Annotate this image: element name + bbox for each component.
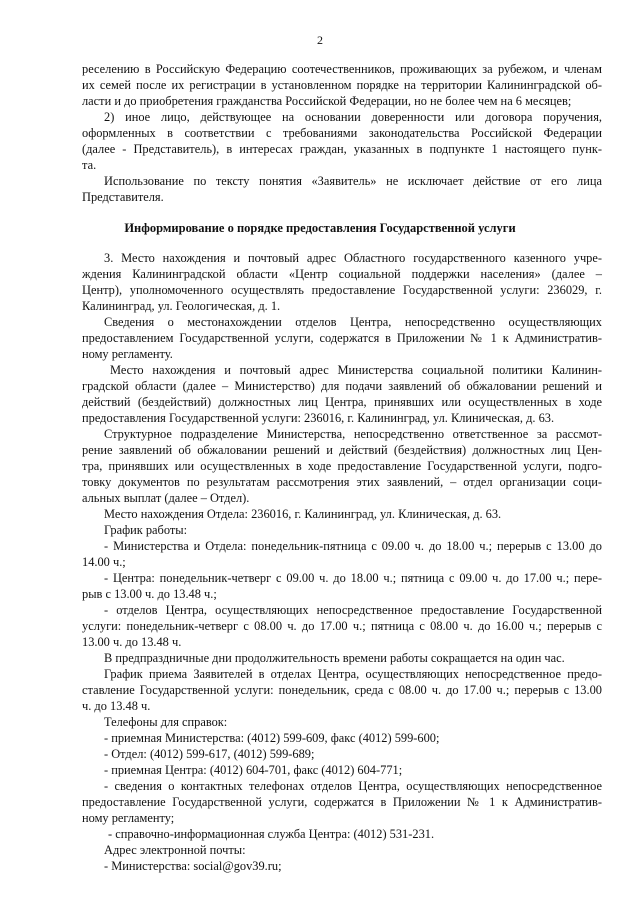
text-line: Использование по тексту понятия «Заявитель» не исключает действие от его лица — [104, 174, 602, 188]
text-line: - справочно-информационная служба Центра: (4012) 531-231. — [108, 827, 435, 841]
text-line: Представителя. — [82, 190, 164, 204]
text-line: - Отдел: (4012) 599-617, (4012) 599-689; — [104, 747, 315, 761]
text-line: ставление Государственной услуги: понедельник, среда с 08.00 ч. до 17.00 ч.; перерыв с 13.00 — [82, 683, 602, 697]
text-line: (далее - Представитель), в интересах граждан, указанных в подпункте 1 настоящего пунк- — [82, 142, 602, 156]
text-line: тра, принявших или осуществленных в ходе предоставление Государственной услуги, подго- — [82, 459, 602, 473]
text-line: оформленных в соответствии с требованиями законодательства Российской Федерации — [82, 126, 602, 140]
text-line: предоставлением Государственной услуги, содержатся в Приложении № 1 к Административ- — [82, 331, 602, 345]
text-line: - приемная Министерства: (4012) 599-609, факс (4012) 599-600; — [104, 731, 440, 745]
text-line: 14.00 ч.; — [82, 555, 126, 569]
text-line: Сведения о местонахождении отделов Центра, непосредственно осуществляющих — [104, 315, 602, 329]
text-line: Телефоны для справок: — [104, 715, 228, 729]
text-line: График приема Заявителей в отделах Центра, осуществляющих непосредственное предо- — [104, 667, 602, 681]
text-line: Структурное подразделение Министерства, непосредственно ответственное за рассмот- — [104, 427, 602, 441]
text-line: Калининград, ул. Геологическая, д. 1. — [82, 299, 281, 313]
text-line: Адрес электронной почты: — [104, 843, 246, 857]
text-line: 13.00 ч. до 13.48 ч. — [82, 635, 182, 649]
text-line: услуги: понедельник-четверг с 08.00 ч. до 17.00 ч.; пятница с 08.00 ч. до 16.00 ч.; перерыв с — [82, 619, 602, 633]
text-line: 2) иное лицо, действующее на основании доверенности или договора поручения, — [104, 110, 602, 124]
text-line: реселению в Российскую Федерацию соотечественников, проживающих за рубежом, и членам — [82, 62, 602, 76]
text-line: предоставления Государственной услуги: 236016, г. Калининград, ул. Клиническая, д. 63. — [82, 411, 555, 425]
text-line: градской области (далее – Министерство) для подачи заявлений об обжаловании решений и — [82, 379, 602, 393]
text-line: - приемная Центра: (4012) 604-701, факс (4012) 604-771; — [104, 763, 403, 777]
text-line: - Центра: понедельник-четверг с 09.00 ч. до 18.00 ч.; пятница с 09.00 ч. до 17.00 ч.; пере- — [104, 571, 602, 585]
text-line: предоставление Государственной услуги, содержатся в Приложении № 1 к Административ- — [82, 795, 602, 809]
text-line: та. — [82, 158, 97, 172]
text-line: Центр), уполномоченного осуществлять предоставление Государственной услуги: 236029, г. — [82, 283, 602, 297]
page-number: 2 — [317, 33, 323, 47]
text-line: ч. до 13.48 ч. — [82, 699, 151, 713]
text-line: альных выплат (далее – Отдел). — [82, 491, 250, 505]
text-line: товку документов по результатам рассмотрения этих заявлений, – отдел организации соци- — [82, 475, 602, 489]
text-line: 3. Место нахождения и почтовый адрес Областного государственного казенного учре- — [104, 251, 602, 265]
text-line: - отделов Центра, осуществляющих непосредственное предоставление Государственной — [104, 603, 602, 617]
text-line: В предпраздничные дни продолжительность времени работы сокращается на один час. — [104, 651, 565, 665]
text-line: ному регламенту. — [82, 347, 173, 361]
text-line: Место нахождения и почтовый адрес Министерства социальной политики Калинин- — [110, 363, 602, 377]
text-line: их семей после их регистрации в установленном порядке на территории Калининградской об- — [82, 78, 602, 92]
text-line: ласти и до приобретения гражданства Российской Федерации, но не более чем на 6 месяцев; — [82, 94, 572, 108]
text-line: Место нахождения Отдела: 236016, г. Калининград, ул. Клиническая, д. 63. — [104, 507, 502, 521]
text-line: - Министерства и Отдела: понедельник-пятница с 09.00 ч. до 18.00 ч.; перерыв с 13.00 до — [104, 539, 602, 553]
text-line: - сведения о контактных телефонах отделов Центра, осуществляющих непосредственное — [104, 779, 602, 793]
text-line: ждения Калининградской области «Центр социальной поддержки населения» (далее – — [82, 267, 602, 281]
text-line: График работы: — [104, 523, 188, 537]
text-line: действий (бездействий) должностных лиц Центра, принявших или осуществленных в ходе — [82, 395, 602, 409]
text-line: ному регламенту; — [82, 811, 175, 825]
section-heading: Информирование о порядке предоставления Государственной услуги — [124, 221, 516, 235]
text-line: рение заявлений об обжаловании решений и действий (бездействия) должностных лиц Цен- — [82, 443, 602, 457]
text-line: - Министерства: social@gov39.ru; — [104, 859, 282, 873]
text-line: рыв с 13.00 ч. до 13.48 ч.; — [82, 587, 217, 601]
